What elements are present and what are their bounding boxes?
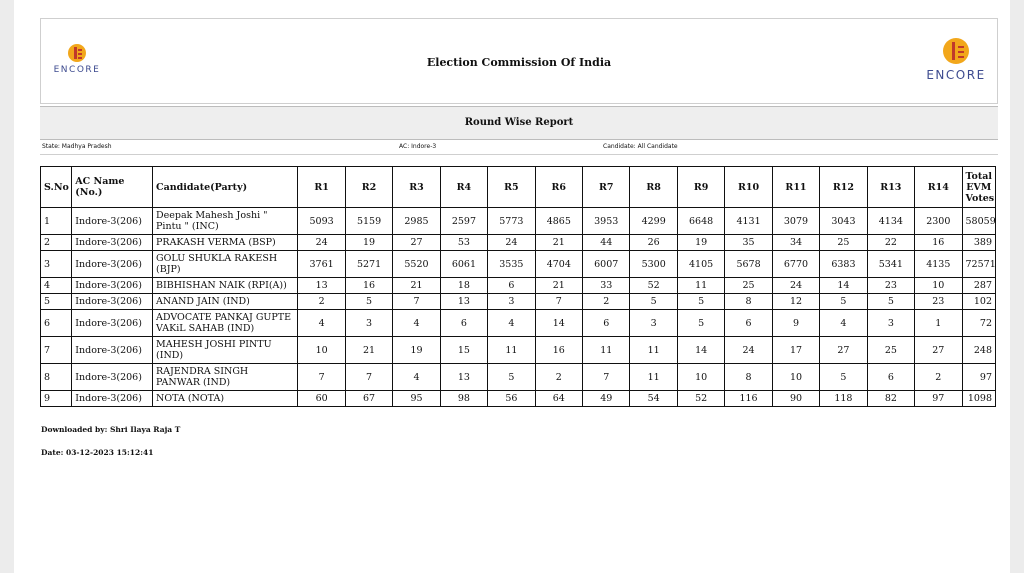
round-votes-cell: 52 [630, 278, 677, 294]
candidate-filter: Candidate: All Candidate [603, 143, 678, 150]
round-votes-cell: 21 [393, 278, 440, 294]
round-votes-cell: 27 [820, 337, 867, 364]
column-header: R3 [393, 167, 440, 208]
round-votes-cell: 7 [583, 364, 630, 391]
candidate-cell: GOLU SHUKLA RAKESH (BJP) [153, 251, 298, 278]
column-header: R14 [915, 167, 962, 208]
candidate-cell: RAJENDRA SINGH PANWAR (IND) [153, 364, 298, 391]
table-row [41, 278, 996, 294]
round-votes-cell: 56 [488, 391, 535, 407]
round-votes-cell: 1 [915, 310, 962, 337]
round-votes-cell: 2 [583, 294, 630, 310]
download-date: Date: 03-12-2023 15:12:41 [41, 448, 154, 457]
column-header: R8 [630, 167, 677, 208]
column-header: Total EVM Votes [962, 167, 995, 208]
round-votes-cell: 5678 [725, 251, 772, 278]
round-votes-cell: 10 [915, 278, 962, 294]
round-votes-cell: 12 [772, 294, 819, 310]
column-header: AC Name (No.) [72, 167, 153, 208]
column-header: R9 [677, 167, 724, 208]
total-votes-cell: 248 [962, 337, 995, 364]
table-row [41, 208, 996, 235]
round-votes-cell: 14 [535, 310, 582, 337]
round-votes-cell: 5093 [298, 208, 345, 235]
sno-cell: 1 [41, 208, 72, 235]
round-votes-cell: 2 [915, 364, 962, 391]
encore-logo-right [921, 38, 991, 82]
candidate-cell: ADVOCATE PANKAJ GUPTE VAKiL SAHAB (IND) [153, 310, 298, 337]
round-votes-cell: 95 [393, 391, 440, 407]
round-votes-cell: 4704 [535, 251, 582, 278]
encore-logo-text: ENCORE [53, 65, 101, 75]
round-votes-cell: 5 [488, 364, 535, 391]
round-votes-cell: 5 [677, 294, 724, 310]
sno-cell: 3 [41, 251, 72, 278]
round-votes-cell: 6 [583, 310, 630, 337]
round-votes-cell: 25 [867, 337, 914, 364]
round-votes-cell: 3535 [488, 251, 535, 278]
round-votes-cell: 5 [630, 294, 677, 310]
sno-cell: 5 [41, 294, 72, 310]
round-votes-cell: 5159 [345, 208, 392, 235]
ac-name-cell: Indore-3(206) [72, 278, 153, 294]
table-row [41, 235, 996, 251]
round-votes-cell: 4 [393, 310, 440, 337]
sno-cell: 6 [41, 310, 72, 337]
round-votes-cell: 6 [488, 278, 535, 294]
table-body [41, 208, 996, 407]
column-header: R4 [440, 167, 487, 208]
round-votes-cell: 3 [488, 294, 535, 310]
round-votes-cell: 6 [867, 364, 914, 391]
table-row [41, 364, 996, 391]
round-votes-cell: 2985 [393, 208, 440, 235]
round-votes-cell: 6648 [677, 208, 724, 235]
downloaded-by: Downloaded by: Shri Ilaya Raja T [41, 425, 181, 434]
round-votes-cell: 11 [677, 278, 724, 294]
round-votes-cell: 16 [535, 337, 582, 364]
table-row [41, 337, 996, 364]
round-votes-cell: 24 [488, 235, 535, 251]
round-votes-cell: 6383 [820, 251, 867, 278]
round-votes-cell: 15 [440, 337, 487, 364]
round-votes-cell: 64 [535, 391, 582, 407]
round-votes-cell: 3079 [772, 208, 819, 235]
org-title: Election Commission Of India [426, 56, 612, 69]
total-votes-cell: 72 [962, 310, 995, 337]
round-votes-cell: 3953 [583, 208, 630, 235]
candidate-cell: ANAND JAIN (IND) [153, 294, 298, 310]
round-votes-cell: 54 [630, 391, 677, 407]
round-votes-cell: 8 [725, 294, 772, 310]
candidate-cell: PRAKASH VERMA (BSP) [153, 235, 298, 251]
table-row [41, 391, 996, 407]
round-votes-cell: 19 [677, 235, 724, 251]
round-votes-cell: 5520 [393, 251, 440, 278]
sno-cell: 4 [41, 278, 72, 294]
round-votes-cell: 3043 [820, 208, 867, 235]
round-votes-cell: 3 [867, 310, 914, 337]
round-votes-cell: 2 [298, 294, 345, 310]
report-page [14, 0, 1010, 573]
round-votes-cell: 10 [772, 364, 819, 391]
round-votes-cell: 11 [583, 337, 630, 364]
round-votes-cell: 21 [535, 278, 582, 294]
round-votes-cell: 33 [583, 278, 630, 294]
round-votes-cell: 67 [345, 391, 392, 407]
round-votes-cell: 4105 [677, 251, 724, 278]
round-votes-cell: 4299 [630, 208, 677, 235]
sno-cell: 9 [41, 391, 72, 407]
round-votes-cell: 6007 [583, 251, 630, 278]
column-header: R5 [488, 167, 535, 208]
ac-name-cell: Indore-3(206) [72, 364, 153, 391]
round-votes-cell: 4 [488, 310, 535, 337]
round-votes-cell: 13 [440, 294, 487, 310]
candidate-cell: NOTA (NOTA) [153, 391, 298, 407]
round-votes-cell: 4 [393, 364, 440, 391]
total-votes-cell: 1098 [962, 391, 995, 407]
round-votes-cell: 5 [677, 310, 724, 337]
table-row [41, 294, 996, 310]
round-votes-cell: 7 [393, 294, 440, 310]
round-votes-cell: 6770 [772, 251, 819, 278]
ac-name-cell: Indore-3(206) [72, 310, 153, 337]
ac-filter: AC: Indore-3 [399, 143, 437, 150]
round-votes-cell: 25 [725, 278, 772, 294]
round-votes-cell: 5 [345, 294, 392, 310]
column-header: R2 [345, 167, 392, 208]
round-votes-cell: 18 [440, 278, 487, 294]
round-votes-cell: 4 [298, 310, 345, 337]
round-votes-cell: 23 [867, 278, 914, 294]
column-header: R7 [583, 167, 630, 208]
round-votes-cell: 22 [867, 235, 914, 251]
sno-cell: 8 [41, 364, 72, 391]
round-votes-cell: 19 [345, 235, 392, 251]
round-votes-cell: 10 [298, 337, 345, 364]
round-votes-cell: 11 [630, 364, 677, 391]
round-votes-cell: 7 [345, 364, 392, 391]
round-votes-cell: 34 [772, 235, 819, 251]
candidate-cell: Deepak Mahesh Joshi " Pintu " (INC) [153, 208, 298, 235]
round-votes-cell: 14 [677, 337, 724, 364]
total-votes-cell: 102 [962, 294, 995, 310]
round-votes-cell: 5341 [867, 251, 914, 278]
sno-cell: 2 [41, 235, 72, 251]
round-votes-cell: 4 [820, 310, 867, 337]
round-votes-cell: 53 [440, 235, 487, 251]
total-votes-cell: 58059 [962, 208, 995, 235]
round-votes-cell: 4131 [725, 208, 772, 235]
round-votes-cell: 97 [915, 391, 962, 407]
round-votes-cell: 16 [345, 278, 392, 294]
round-votes-cell: 3761 [298, 251, 345, 278]
round-votes-cell: 27 [393, 235, 440, 251]
round-votes-cell: 24 [298, 235, 345, 251]
round-votes-cell: 52 [677, 391, 724, 407]
round-votes-cell: 8 [725, 364, 772, 391]
round-votes-cell: 4134 [867, 208, 914, 235]
round-votes-cell: 13 [440, 364, 487, 391]
ac-name-cell: Indore-3(206) [72, 235, 153, 251]
round-votes-cell: 6061 [440, 251, 487, 278]
round-votes-cell: 13 [298, 278, 345, 294]
round-votes-cell: 25 [820, 235, 867, 251]
ac-name-cell: Indore-3(206) [72, 251, 153, 278]
round-votes-cell: 49 [583, 391, 630, 407]
column-header: R13 [867, 167, 914, 208]
sno-cell: 7 [41, 337, 72, 364]
round-votes-cell: 11 [630, 337, 677, 364]
round-votes-cell: 6 [440, 310, 487, 337]
round-votes-cell: 14 [820, 278, 867, 294]
table-row [41, 310, 996, 337]
state-filter: State: Madhya Pradesh [42, 143, 112, 150]
encore-logo-icon [943, 38, 969, 64]
ac-name-cell: Indore-3(206) [72, 391, 153, 407]
total-votes-cell: 72571 [962, 251, 995, 278]
round-votes-cell: 27 [915, 337, 962, 364]
column-header: R10 [725, 167, 772, 208]
round-votes-cell: 10 [677, 364, 724, 391]
round-votes-cell: 9 [772, 310, 819, 337]
table-header-row [41, 167, 996, 208]
candidate-cell: BIBHISHAN NAIK (RPI(A)) [153, 278, 298, 294]
round-votes-cell: 116 [725, 391, 772, 407]
column-header: R11 [772, 167, 819, 208]
report-header [40, 18, 998, 104]
column-header: S.No [41, 167, 72, 208]
total-votes-cell: 287 [962, 278, 995, 294]
round-votes-cell: 5271 [345, 251, 392, 278]
candidate-cell: MAHESH JOSHI PINTU (IND) [153, 337, 298, 364]
round-votes-cell: 5 [820, 364, 867, 391]
round-votes-cell: 4865 [535, 208, 582, 235]
round-votes-cell: 44 [583, 235, 630, 251]
ac-name-cell: Indore-3(206) [72, 337, 153, 364]
round-votes-cell: 118 [820, 391, 867, 407]
round-votes-cell: 60 [298, 391, 345, 407]
round-votes-cell: 21 [535, 235, 582, 251]
round-votes-cell: 24 [725, 337, 772, 364]
round-votes-cell: 4135 [915, 251, 962, 278]
encore-logo-text: ENCORE [926, 68, 986, 82]
round-votes-cell: 3 [630, 310, 677, 337]
round-votes-cell: 98 [440, 391, 487, 407]
round-wise-table [40, 166, 996, 407]
round-votes-cell: 90 [772, 391, 819, 407]
round-votes-cell: 7 [535, 294, 582, 310]
table-row [41, 251, 996, 278]
round-votes-cell: 5 [820, 294, 867, 310]
total-votes-cell: 389 [962, 235, 995, 251]
round-votes-cell: 5 [867, 294, 914, 310]
filter-summary [40, 141, 998, 155]
round-votes-cell: 17 [772, 337, 819, 364]
round-votes-cell: 7 [298, 364, 345, 391]
round-votes-cell: 23 [915, 294, 962, 310]
round-votes-cell: 21 [345, 337, 392, 364]
round-votes-cell: 16 [915, 235, 962, 251]
column-header: R6 [535, 167, 582, 208]
round-votes-cell: 6 [725, 310, 772, 337]
round-votes-cell: 11 [488, 337, 535, 364]
round-votes-cell: 26 [630, 235, 677, 251]
round-votes-cell: 35 [725, 235, 772, 251]
round-votes-cell: 2 [535, 364, 582, 391]
column-header: Candidate(Party) [153, 167, 298, 208]
round-votes-cell: 24 [772, 278, 819, 294]
ac-name-cell: Indore-3(206) [72, 294, 153, 310]
round-votes-cell: 3 [345, 310, 392, 337]
round-votes-cell: 2597 [440, 208, 487, 235]
ac-name-cell: Indore-3(206) [72, 208, 153, 235]
column-header: R1 [298, 167, 345, 208]
column-header: R12 [820, 167, 867, 208]
report-title: Round Wise Report [40, 106, 998, 140]
round-votes-cell: 82 [867, 391, 914, 407]
round-votes-cell: 2300 [915, 208, 962, 235]
round-votes-cell: 5300 [630, 251, 677, 278]
round-votes-cell: 19 [393, 337, 440, 364]
round-votes-cell: 5773 [488, 208, 535, 235]
total-votes-cell: 97 [962, 364, 995, 391]
